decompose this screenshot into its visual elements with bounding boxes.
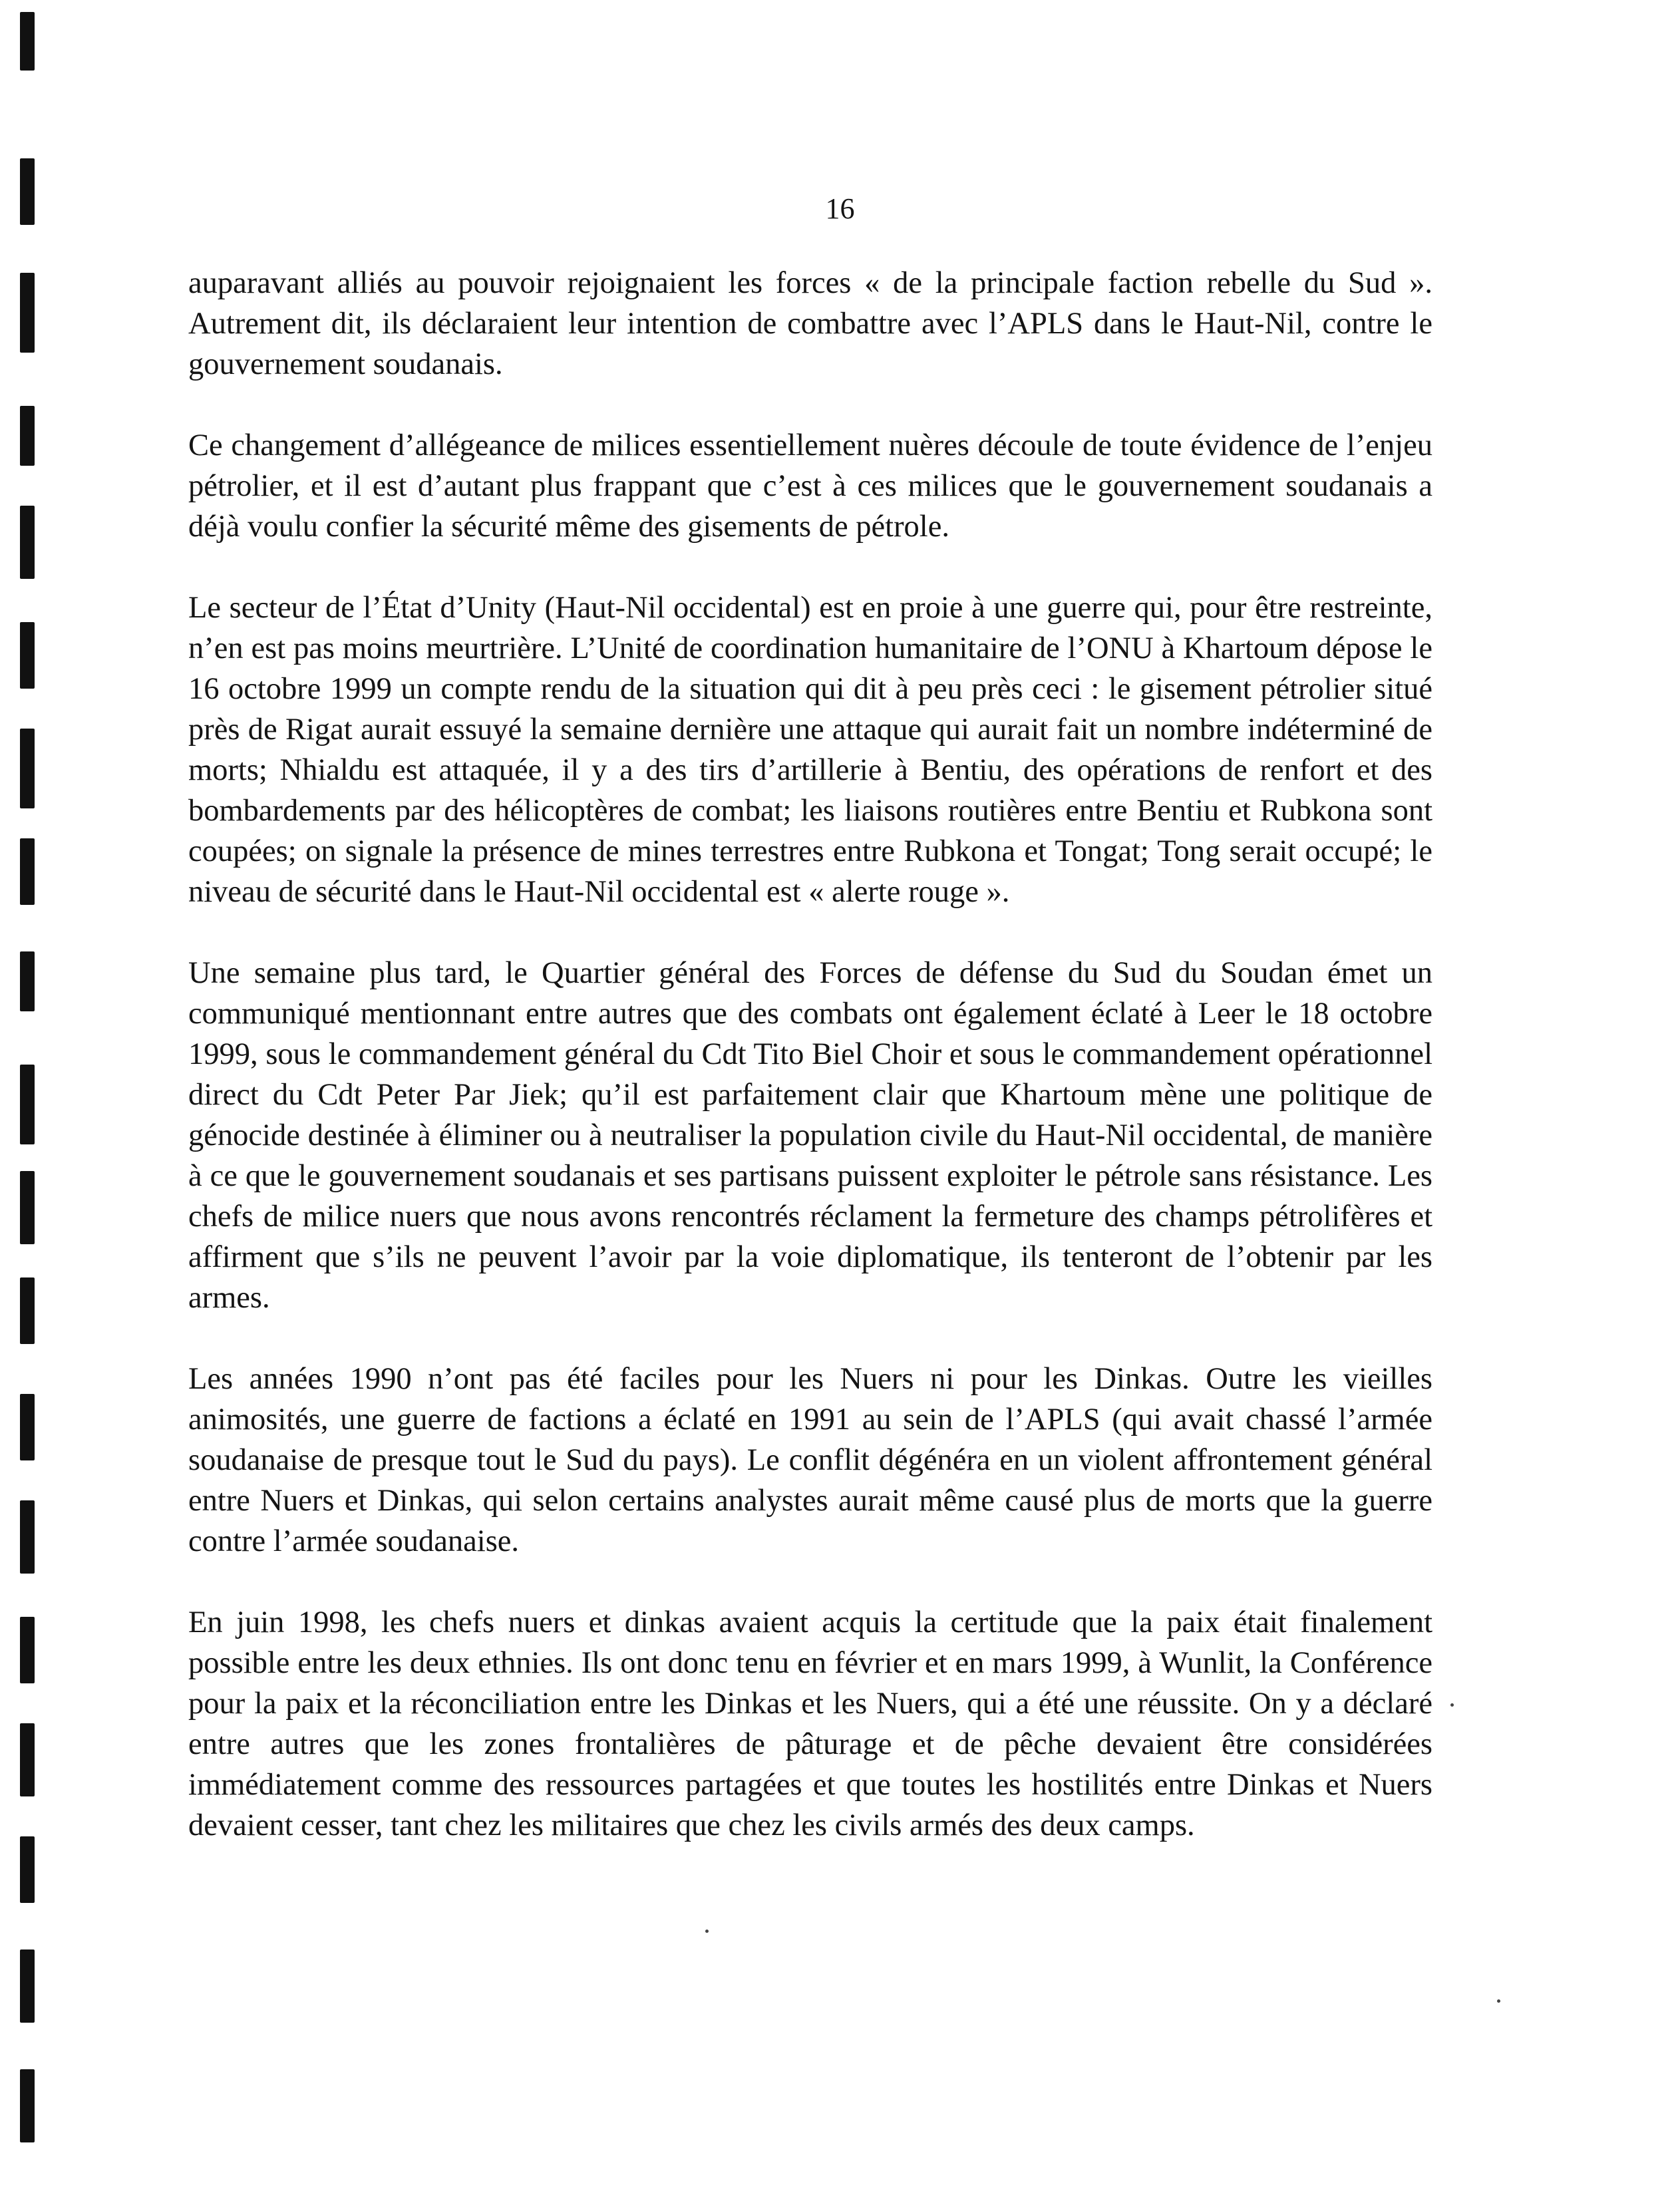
binding-mark (20, 273, 35, 353)
binding-mark (20, 1171, 35, 1244)
binding-mark (20, 1836, 35, 1903)
paragraph: auparavant alliés au pouvoir rejoignaient les forces « de la principale faction rebelle du Sud ». Autrement dit, ils déclaraient leur intention de combattre avec l’APLS dans le Haut-Nil, contre le gouvernement soudanais. (188, 266, 1432, 381)
scan-speck (1450, 1703, 1454, 1707)
binding-mark (20, 506, 35, 579)
paragraph: En juin 1998, les chefs nuers et dinkas avaient acquis la certitude que la paix était finalement possible entre les deux ethnies. Ils ont donc tenu en février et en mars 1999, à Wunlit, la Conférence pour la paix et la réconciliation entre les Dinkas et les Nuers, qui a été une réussite. On y a déclaré entre autres que les zones frontalières de pâturage et de pêche devaient être considérées immédiatement comme des ressources partagées et que toutes les hostilités entre Dinkas et Nuers devaient cesser, tant chez les militaires que chez les civils armés des deux camps. (188, 1606, 1432, 1842)
binding-mark (20, 1065, 35, 1144)
binding-mark (20, 622, 35, 689)
binding-mark (20, 406, 35, 466)
paragraph: Une semaine plus tard, le Quartier général des Forces de défense du Sud du Soudan émet un communiqué mentionnant entre autres que des combats ont également éclaté à Leer le 18 octobre 1999, sous le commandement général du Cdt Tito Biel Choir et sous le commandement opérationnel direct du Cdt Peter Par Jiek; qu’il est parfaitement clair que Khartoum mène une politique de génocide destinée à éliminer ou à neutraliser la population civile du Haut-Nil occidental, de manière à ce que le gouvernement soudanais et ses partisans puissent exploiter le pétrole sans résistance. Les chefs de milice nuers que nous avons rencontrés réclament la fermeture des champs pétrolifères et affirment que s’ils ne peuvent l’avoir par la voie diplomatique, ils tenteront de l’obtenir par les armes. (188, 956, 1432, 1315)
page-number: 16 (825, 192, 855, 225)
binding-mark (20, 1617, 35, 1683)
body-text (188, 263, 1432, 1886)
binding-mark (20, 2069, 35, 2142)
binding-mark (20, 1500, 35, 1574)
scan-speck (1497, 1999, 1500, 2003)
binding-mark (20, 838, 35, 905)
paragraph: Le secteur de l’État d’Unity (Haut-Nil occidental) est en proie à une guerre qui, pour être restreinte, n’en est pas moins meurtrière. L’Unité de coordination humanitaire de l’ONU à Khartoum dépose le 16 octobre 1999 un compte rendu de la situation qui dit à peu près ceci : le gisement pétrolier situé près de Rigat aurait essuyé la semaine dernière une attaque qui aurait fait un nombre indéterminé de morts; Nhialdu est attaquée, il y a des tirs d’artillerie à Bentiu, des opérations de renfort et des bombardements par des hélicoptères de combat; les liaisons routières entre Bentiu et Rubkona sont coupées; on signale la présence de mines terrestres entre Rubkona et Tongat; Tong serait occupé; le niveau de sécurité dans le Haut-Nil occidental est « alerte rouge ». (188, 591, 1432, 909)
scan-binding-marks (20, 0, 47, 2201)
binding-mark (20, 12, 35, 71)
binding-mark (20, 951, 35, 1011)
paragraph: Les années 1990 n’ont pas été faciles pour les Nuers ni pour les Dinkas. Outre les vieilles animosités, une guerre de factions a éclaté en 1991 au sein de l’APLS (qui avait chassé l’armée soudanaise de presque tout le Sud du pays). Le conflit dégénéra en un violent affrontement général entre Nuers et Dinkas, qui selon certains analystes aurait même causé plus de morts que la guerre contre l’armée soudanaise. (188, 1362, 1432, 1558)
binding-mark (20, 1723, 35, 1796)
paragraph: Ce changement d’allégeance de milices essentiellement nuères découle de toute évidence de l’enjeu pétrolier, et il est d’autant plus frappant que c’est à ces milices que le gouvernement soudanais a déjà voulu confier la sécurité même des gisements de pétrole. (188, 428, 1432, 544)
binding-mark (20, 1277, 35, 1344)
binding-mark (20, 1394, 35, 1460)
binding-mark (20, 1949, 35, 2023)
binding-mark (20, 729, 35, 808)
scan-speck (705, 1930, 709, 1933)
